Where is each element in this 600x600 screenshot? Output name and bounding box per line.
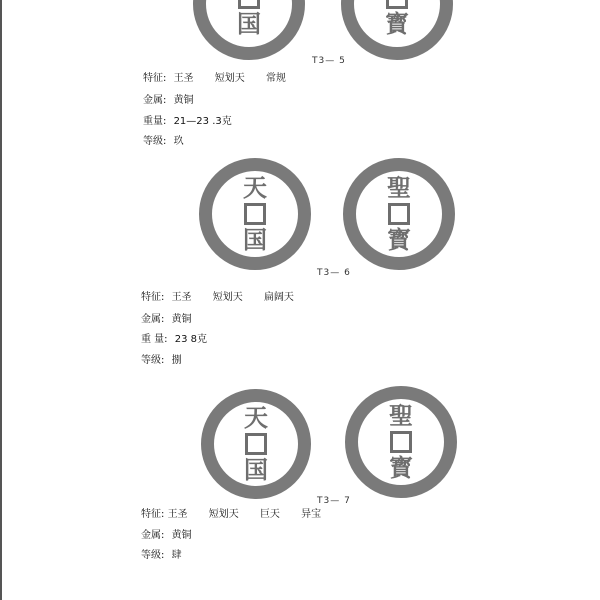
feature-label: 特征: xyxy=(143,73,167,84)
weight-label: 重量: xyxy=(143,116,167,127)
coin-obverse-7 xyxy=(201,389,311,499)
grade-value: 捌 xyxy=(171,355,182,366)
coin-hole-icon xyxy=(390,431,412,453)
coin-obverse-7-top: 天 xyxy=(244,403,268,432)
feature-row-5 xyxy=(143,73,286,85)
coin-reverse-5-face xyxy=(385,0,409,37)
coin-reverse-5-bottom: 寳 xyxy=(385,8,409,38)
coin-obverse-5-bottom: 国 xyxy=(237,8,261,38)
coin-hole-icon xyxy=(244,203,266,225)
metal-label: 金属: xyxy=(141,314,165,325)
feature-label: 特征: xyxy=(141,509,165,520)
feature-value: 短划天 xyxy=(212,292,243,303)
page-left-edge xyxy=(0,0,2,600)
coin-reverse-6-bottom: 寳 xyxy=(387,225,411,254)
feature-value: 常规 xyxy=(265,73,286,84)
metal-value: 黄铜 xyxy=(171,530,192,541)
coin-hole-icon xyxy=(388,203,410,225)
coin-hole-icon xyxy=(245,433,267,455)
feature-value: 短划天 xyxy=(214,73,245,84)
coin-reverse-6-top: 聖 xyxy=(387,173,411,202)
weight-value: 21—23 .3克 xyxy=(173,116,232,127)
metal-row-6 xyxy=(141,314,192,326)
coin-hole-icon xyxy=(238,0,260,9)
metal-value: 黄铜 xyxy=(171,314,192,325)
grade-value: 肆 xyxy=(171,550,182,561)
feature-value: 王圣 xyxy=(171,292,192,303)
coin-hole-icon xyxy=(386,0,408,9)
grade-value: 玖 xyxy=(173,136,184,147)
coin-reverse-6-face xyxy=(387,175,411,253)
metal-label: 金属: xyxy=(141,530,165,541)
coin-reverse-6 xyxy=(343,158,455,270)
feature-value: 王圣 xyxy=(167,509,188,520)
weight-row-6 xyxy=(141,334,207,346)
coin-reverse-7-bottom: 寳 xyxy=(389,453,413,482)
figure-caption-6: T3— 6 xyxy=(317,268,351,278)
grade-label: 等级: xyxy=(141,550,165,561)
grade-row-7 xyxy=(141,550,182,562)
grade-label: 等级: xyxy=(141,355,165,366)
coin-reverse-7-top: 聖 xyxy=(389,401,413,430)
metal-value: 黄铜 xyxy=(173,95,194,106)
coin-obverse-7-face xyxy=(244,405,268,483)
feature-row-6 xyxy=(141,292,294,304)
feature-row-7 xyxy=(141,509,321,521)
feature-value: 王圣 xyxy=(173,73,194,84)
coin-obverse-6-face xyxy=(243,175,267,253)
grade-label: 等级: xyxy=(143,136,167,147)
metal-row-7 xyxy=(141,530,192,542)
figure-caption-7: T3— 7 xyxy=(317,496,351,506)
weight-label: 重 量: xyxy=(141,334,168,345)
grade-row-6 xyxy=(141,355,182,367)
coin-reverse-5 xyxy=(341,0,453,60)
coin-obverse-5-face xyxy=(237,0,261,37)
coin-obverse-6 xyxy=(199,158,311,270)
feature-label: 特征: xyxy=(141,292,165,303)
figure-caption-5: T3— 5 xyxy=(312,56,346,66)
grade-row-5 xyxy=(143,136,184,148)
metal-row-5 xyxy=(143,95,194,107)
metal-label: 金属: xyxy=(143,95,167,106)
feature-value: 异宝 xyxy=(301,509,322,520)
weight-row-5 xyxy=(143,116,232,128)
weight-value: 23 8克 xyxy=(174,334,208,345)
coin-obverse-6-bottom: 国 xyxy=(243,225,267,254)
coin-reverse-7-face xyxy=(389,403,413,481)
feature-value: 扁阔天 xyxy=(263,292,294,303)
feature-value: 短划天 xyxy=(208,509,239,520)
coin-obverse-5 xyxy=(193,0,305,60)
coin-obverse-6-top: 天 xyxy=(243,173,267,202)
coin-reverse-7 xyxy=(345,386,457,498)
coin-obverse-7-bottom: 国 xyxy=(244,455,268,484)
feature-value: 巨天 xyxy=(259,509,280,520)
